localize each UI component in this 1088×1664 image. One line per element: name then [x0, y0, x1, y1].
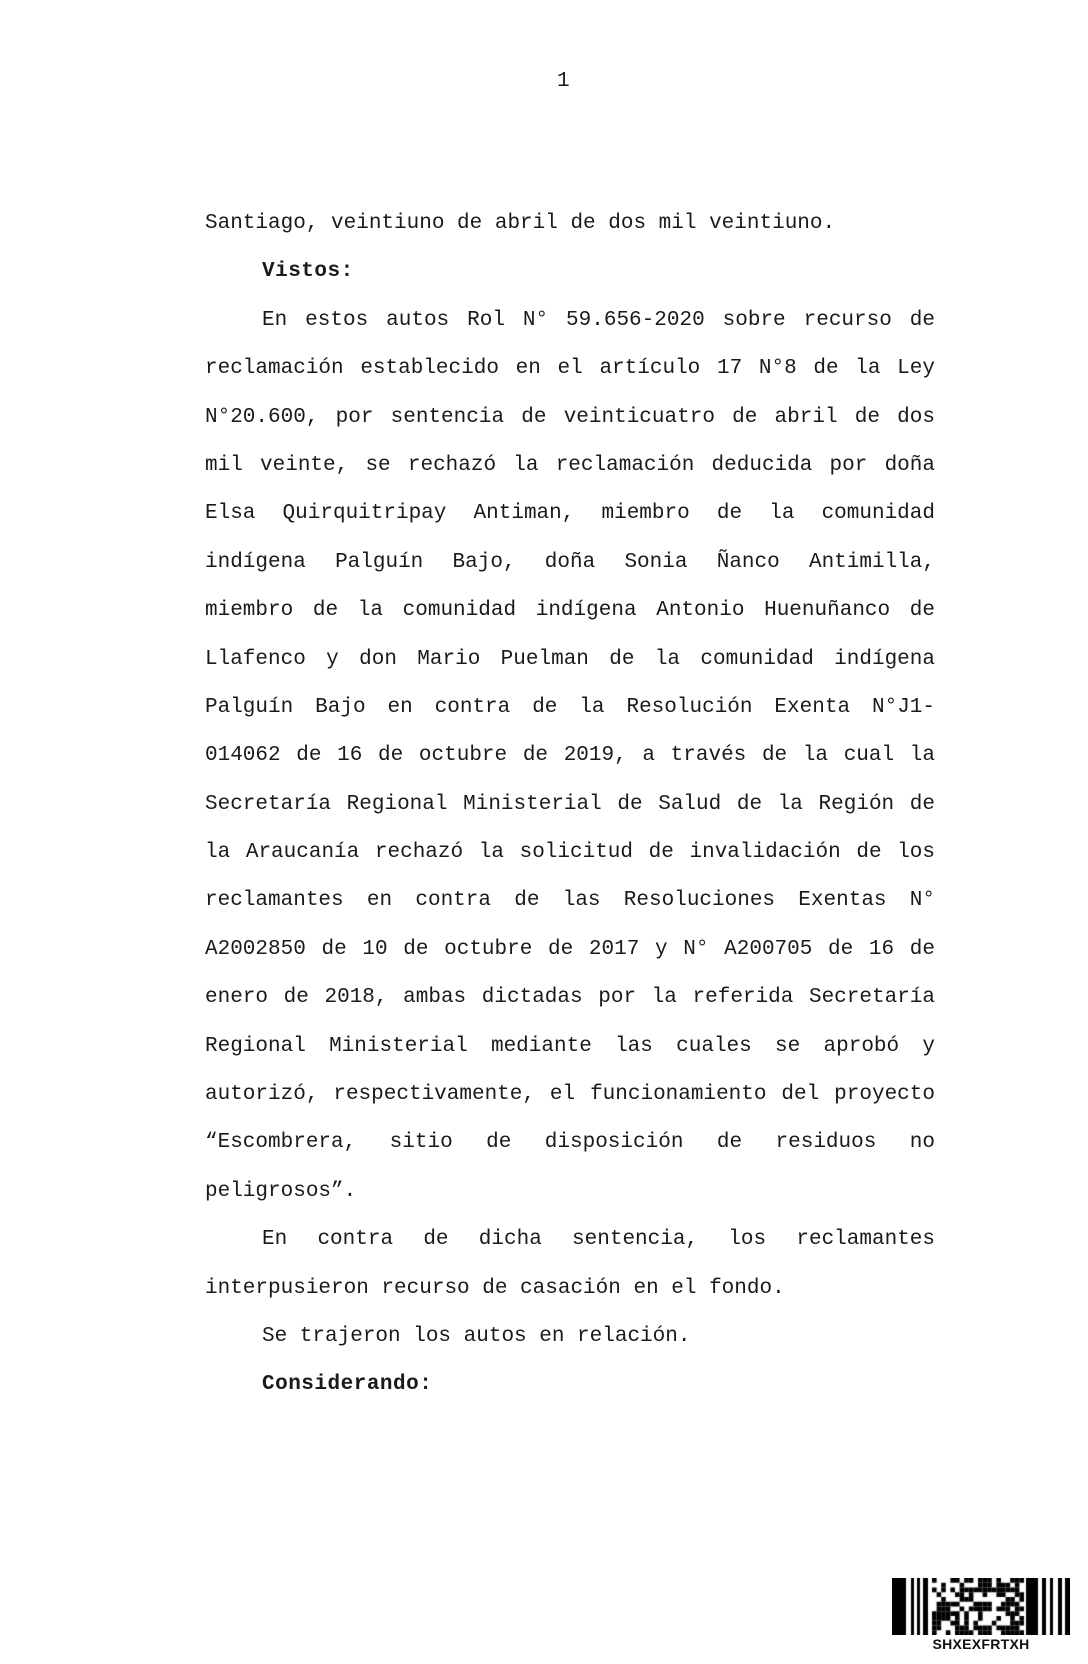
text-line: 014062 de 16 de octubre de 2019, a través de la cual la [205, 744, 935, 768]
barcode-image [892, 1578, 1070, 1635]
text-line: Se trajeron los autos en relación. [262, 1324, 691, 1348]
text-line: En contra de dicha sentencia, los reclamantes [262, 1228, 935, 1252]
text-line: Secretaría Regional Ministerial de Salud de la Región de [205, 792, 935, 816]
text-line: Vistos: [262, 260, 354, 284]
text-line: mil veinte, se rechazó la reclamación deducida por doña [205, 453, 935, 477]
page-number: 1 [557, 70, 570, 93]
text-line: Regional Ministerial mediante las cuales se aprobó y [205, 1034, 935, 1058]
text-line: Santiago, veintiuno de abril de dos mil veintiuno. [205, 212, 836, 235]
text-line: interpusieron recurso de casación en el fondo. [205, 1276, 785, 1300]
text-line: Elsa Quirquitripay Antiman, miembro de la comunidad [205, 502, 935, 526]
barcode-caption: SHXEXFRTXH [932, 1636, 1030, 1652]
text-line: En estos autos Rol N° 59.656-2020 sobre recurso de [262, 308, 935, 332]
text-line: miembro de la comunidad indígena Antonio Huenuñanco de [205, 599, 935, 623]
text-line: indígena Palguín Bajo, doña Sonia Ñanco Antimilla, [205, 550, 935, 574]
text-line: enero de 2018, ambas dictadas por la referida Secretaría [205, 986, 935, 1010]
text-line: “Escombrera, sitio de disposición de residuos no [205, 1131, 935, 1155]
text-line: Considerando: [262, 1373, 433, 1397]
barcode-block [892, 1578, 1070, 1652]
text-line: Palguín Bajo en contra de la Resolución Exenta N°J1- [205, 695, 935, 719]
text-line: Llafenco y don Mario Puelman de la comunidad indígena [205, 647, 935, 671]
text-line: A2002850 de 10 de octubre de 2017 y N° A200705 de 16 de [205, 937, 935, 961]
document-text [205, 200, 935, 1410]
text-line: reclamantes en contra de las Resoluciones Exentas N° [205, 889, 935, 913]
text-line: autorizó, respectivamente, el funcionamiento del proyecto [205, 1083, 935, 1107]
text-line: reclamación establecido en el artículo 17 N°8 de la Ley [205, 357, 935, 381]
text-line: N°20.600, por sentencia de veinticuatro de abril de dos [205, 405, 935, 429]
text-line: peligrosos”. [205, 1179, 357, 1203]
text-line: la Araucanía rechazó la solicitud de invalidación de los [205, 841, 935, 865]
